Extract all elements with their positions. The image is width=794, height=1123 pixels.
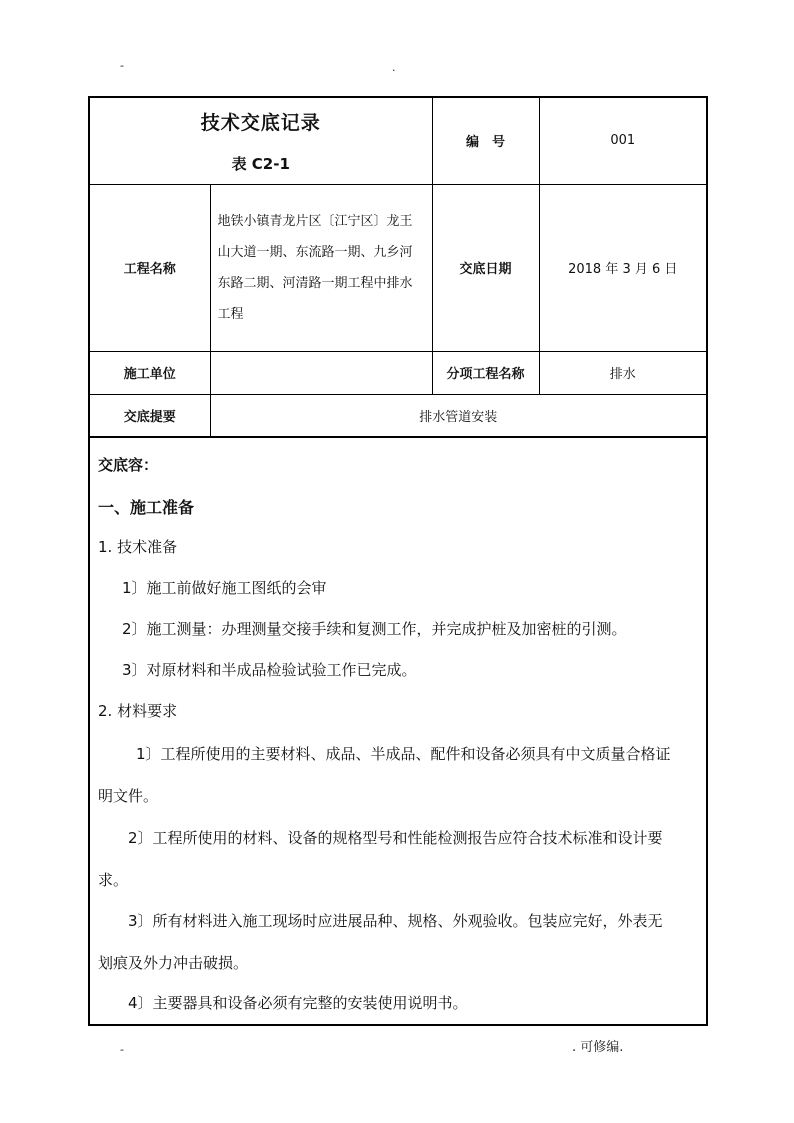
project-name-label: 工程名称	[90, 184, 210, 351]
list-item: 2〕施工测量：办理测量交接手续和复测工作，并完成护桩及加密桩的引测。	[122, 620, 627, 638]
item-technical-preparation: 1. 技术准备	[98, 538, 178, 556]
header-left-mark: -	[120, 59, 124, 72]
section-title-preparation: 一、施工准备	[98, 498, 195, 517]
technical-disclosure-record	[88, 96, 708, 1026]
list-item-continuation: 明文件。	[98, 787, 159, 805]
project-name-value	[210, 184, 432, 351]
list-item: 2〕工程所使用的材料、设备的规格型号和性能检测报告应符合技术标准和设计要	[128, 829, 663, 847]
project-name-line: 东路二期、河清路一期工程中排水	[217, 275, 413, 291]
content-heading: 交底容：	[98, 456, 159, 474]
summary-label: 交底提要	[90, 394, 210, 436]
list-item-continuation: 划痕及外力冲击破损。	[98, 954, 249, 972]
construction-unit-label: 施工单位	[90, 351, 210, 394]
list-item: 4〕主要器具和设备必须有完整的安装使用说明书。	[128, 994, 468, 1012]
item-material-requirements: 2. 材料要求	[98, 702, 178, 720]
header-right-mark: .	[392, 61, 396, 74]
project-name-line: 山大道一期、东流路一期、九乡河	[217, 244, 413, 260]
construction-unit-value	[210, 351, 432, 394]
list-item: 3〕所有材料进入施工现场时应进展品种、规格、外观验收。包装应完好，外表无	[128, 912, 663, 930]
project-name-line: 地铁小镇青龙片区〔江宁区〕龙王	[217, 213, 413, 229]
list-item-continuation: 求。	[98, 871, 129, 889]
date-value: 2018 年 3 月 6 日	[539, 184, 706, 351]
record-title: 技术交底记录	[200, 111, 321, 134]
sub-project-value: 排水	[539, 351, 706, 394]
number-value: 001	[539, 98, 706, 184]
sub-project-label: 分项工程名称	[432, 351, 539, 394]
list-item: 1〕工程所使用的主要材料、成品、半成品、配件和设备必须具有中文质量合格证	[136, 745, 671, 763]
disclosure-content	[90, 436, 706, 1024]
footer-editable-note: . 可修编.	[572, 1040, 624, 1055]
list-item: 1〕施工前做好施工图纸的会审	[122, 579, 327, 597]
title-cell	[90, 98, 432, 184]
project-name-line: 工程	[217, 306, 244, 322]
summary-value: 排水管道安装	[210, 394, 706, 436]
date-label: 交底日期	[432, 184, 539, 351]
form-number: 表 C2-1	[231, 154, 290, 173]
footer-left-mark: -	[120, 1043, 124, 1056]
number-label: 编 号	[432, 98, 539, 184]
record-header-table	[90, 98, 706, 437]
list-item: 3〕对原材料和半成品检验试验工作已完成。	[122, 661, 417, 679]
